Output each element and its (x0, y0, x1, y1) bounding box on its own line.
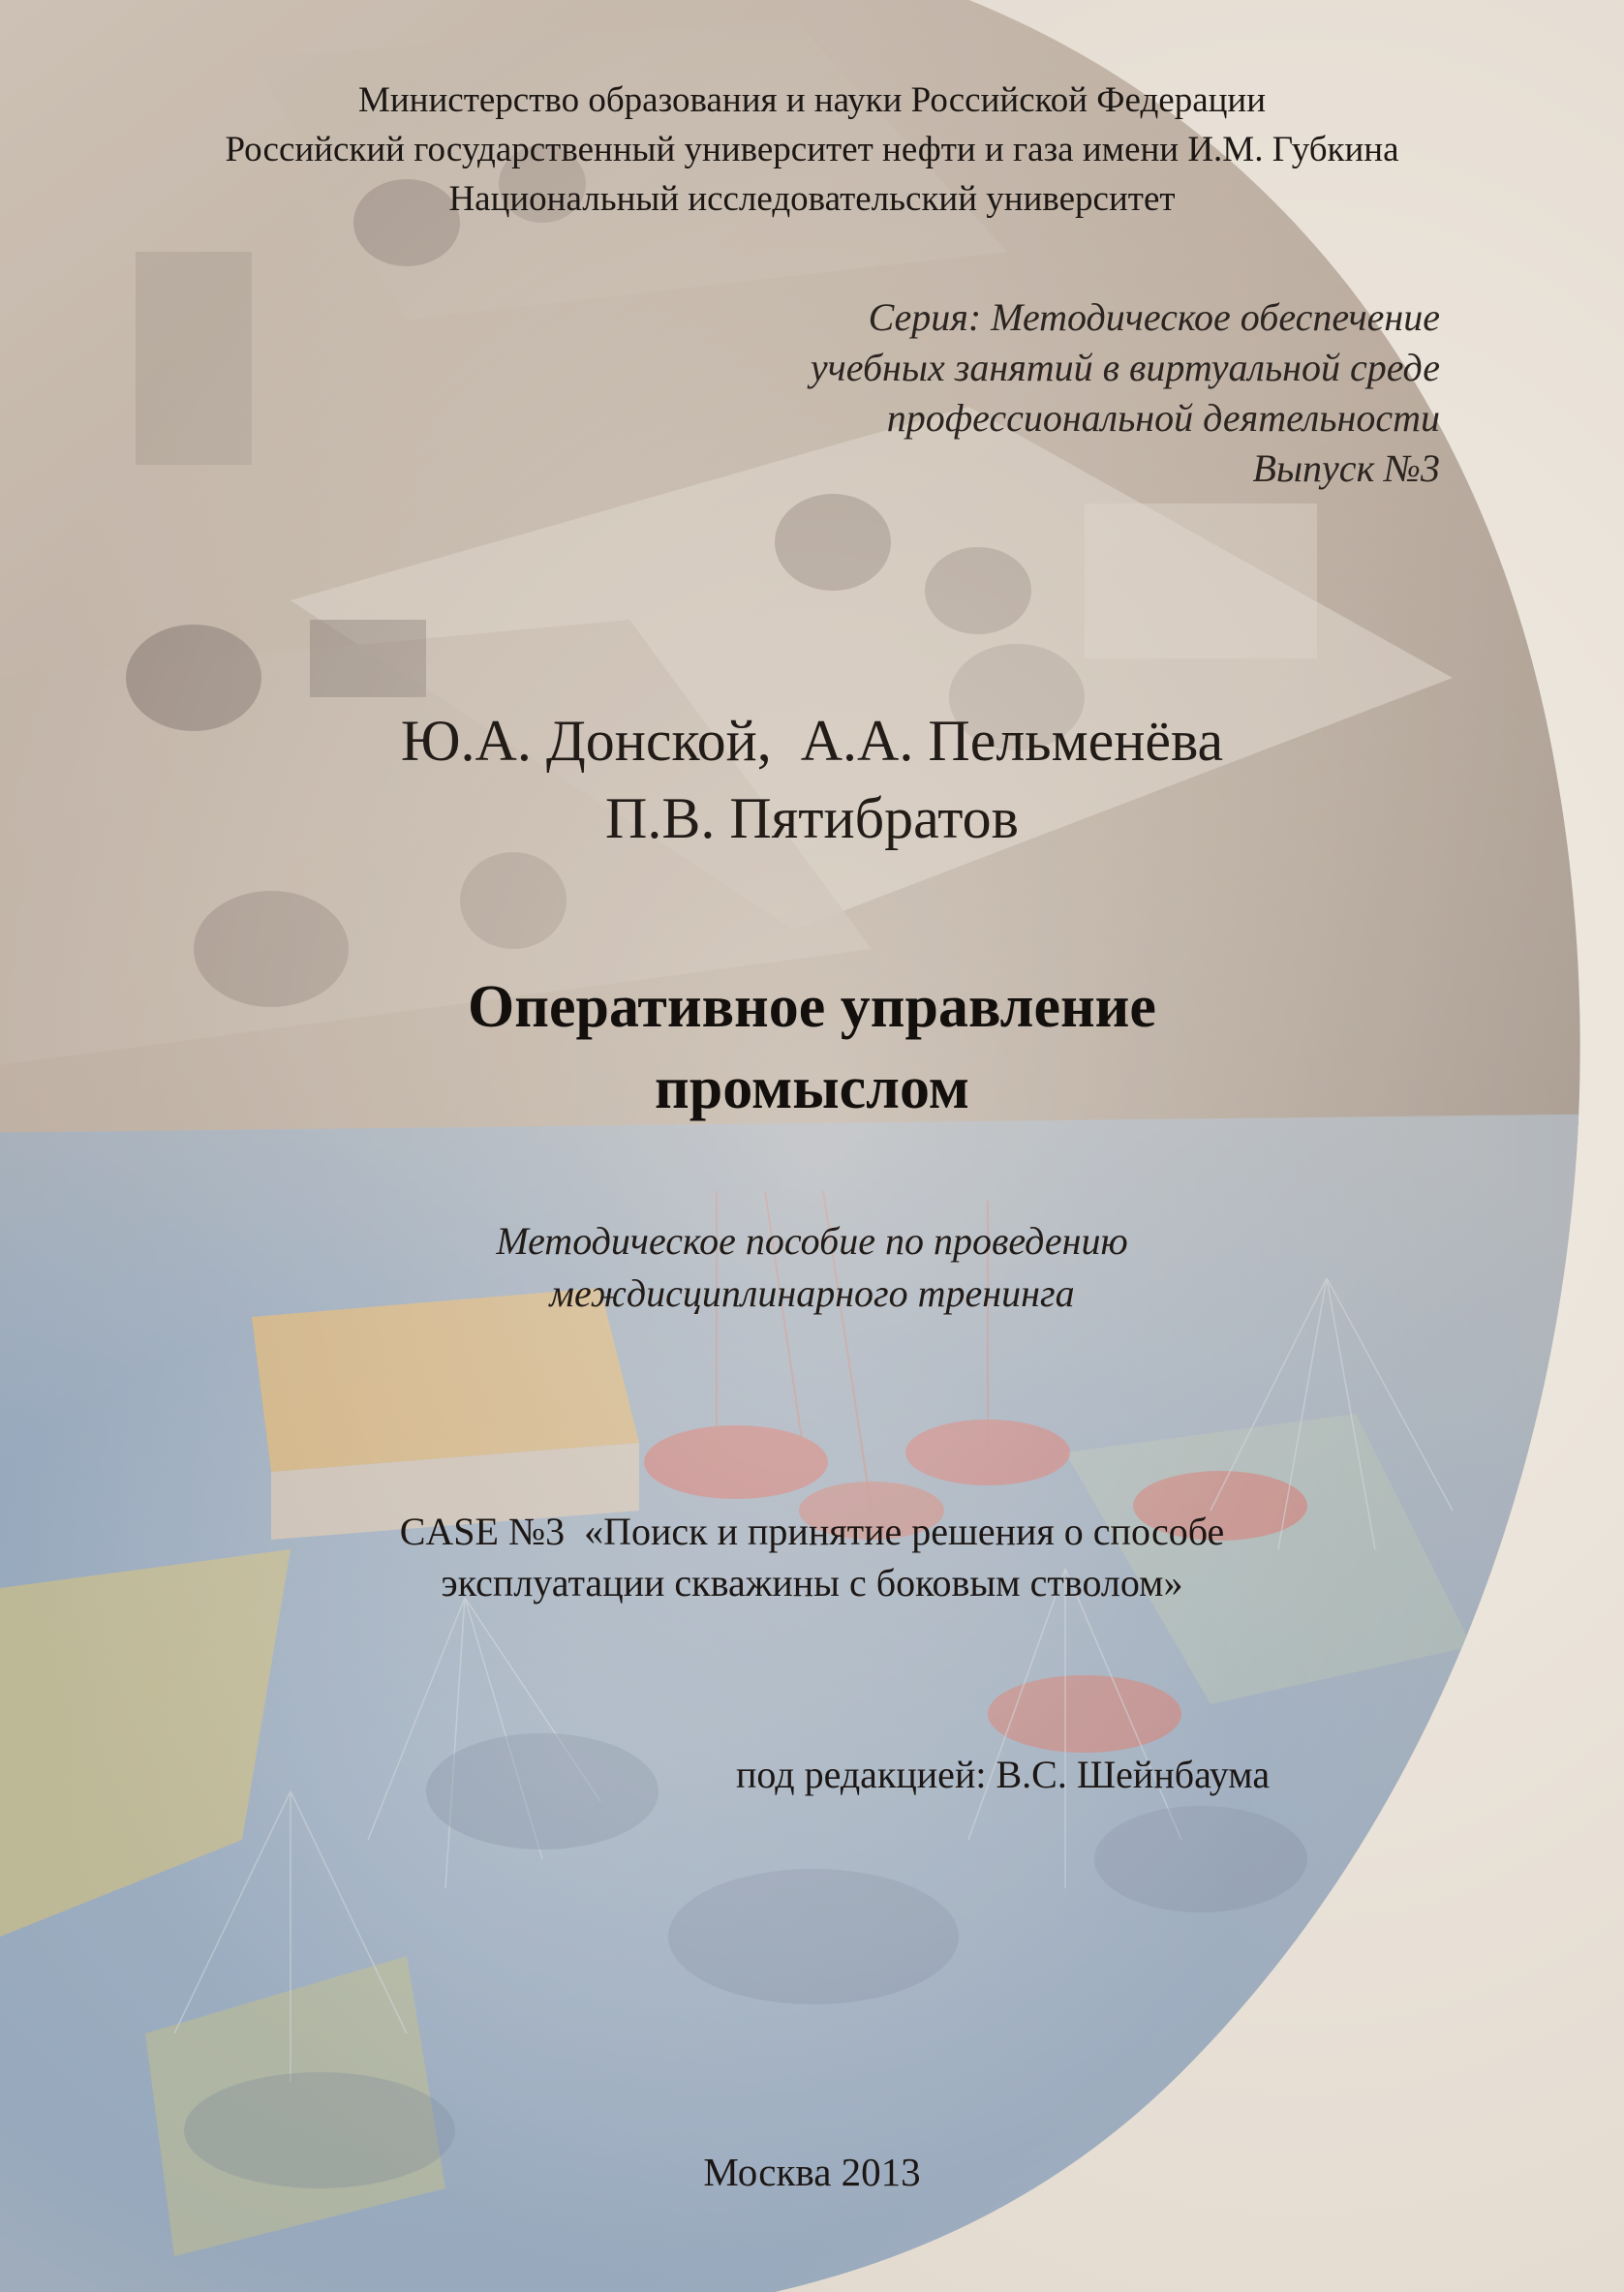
series-line-3: профессиональной деятельности (886, 396, 1440, 440)
subtitle-line-2: междисциплинарного тренинга (549, 1271, 1075, 1315)
editor-line: под редакцией: В.С. Шейнбаума (736, 1753, 1271, 1796)
title-line-1: Оперативное управление (468, 974, 1156, 1040)
authors-line-1: Ю.А. Донской, А.А. Пельменёва (400, 709, 1224, 773)
title-line-2: промыслом (654, 1055, 969, 1121)
subtitle-line-1: Методическое пособие по проведению (496, 1219, 1128, 1263)
series-issue: Выпуск №3 (1252, 446, 1440, 490)
series-line-1: Серия: Методическое обеспечение (868, 295, 1440, 339)
book-subtitle (0, 1215, 1624, 1320)
ministry-line: Министерство образования и науки Российской Федерации (357, 80, 1267, 120)
case-line-1: CASE №3 «Поиск и принятие решения о способе (399, 1510, 1225, 1553)
university-line: Российский государственный университет нефти и газа имени И.М. Губкина (225, 130, 1399, 169)
authors-line-2: П.В. Пятибратов (605, 786, 1019, 850)
city-year: Москва 2013 (703, 2150, 921, 2194)
series-line-2: учебных занятий в виртуальной среде (810, 346, 1440, 389)
case-line-2: эксплуатации скважины с боковым стволом» (441, 1561, 1183, 1604)
authors-block (0, 702, 1624, 857)
book-title (0, 966, 1624, 1129)
publisher-block (0, 76, 1624, 224)
university-status-line: Национальный исследовательский университет (448, 179, 1176, 219)
series-block (811, 292, 1440, 494)
case-block (0, 1506, 1624, 1608)
